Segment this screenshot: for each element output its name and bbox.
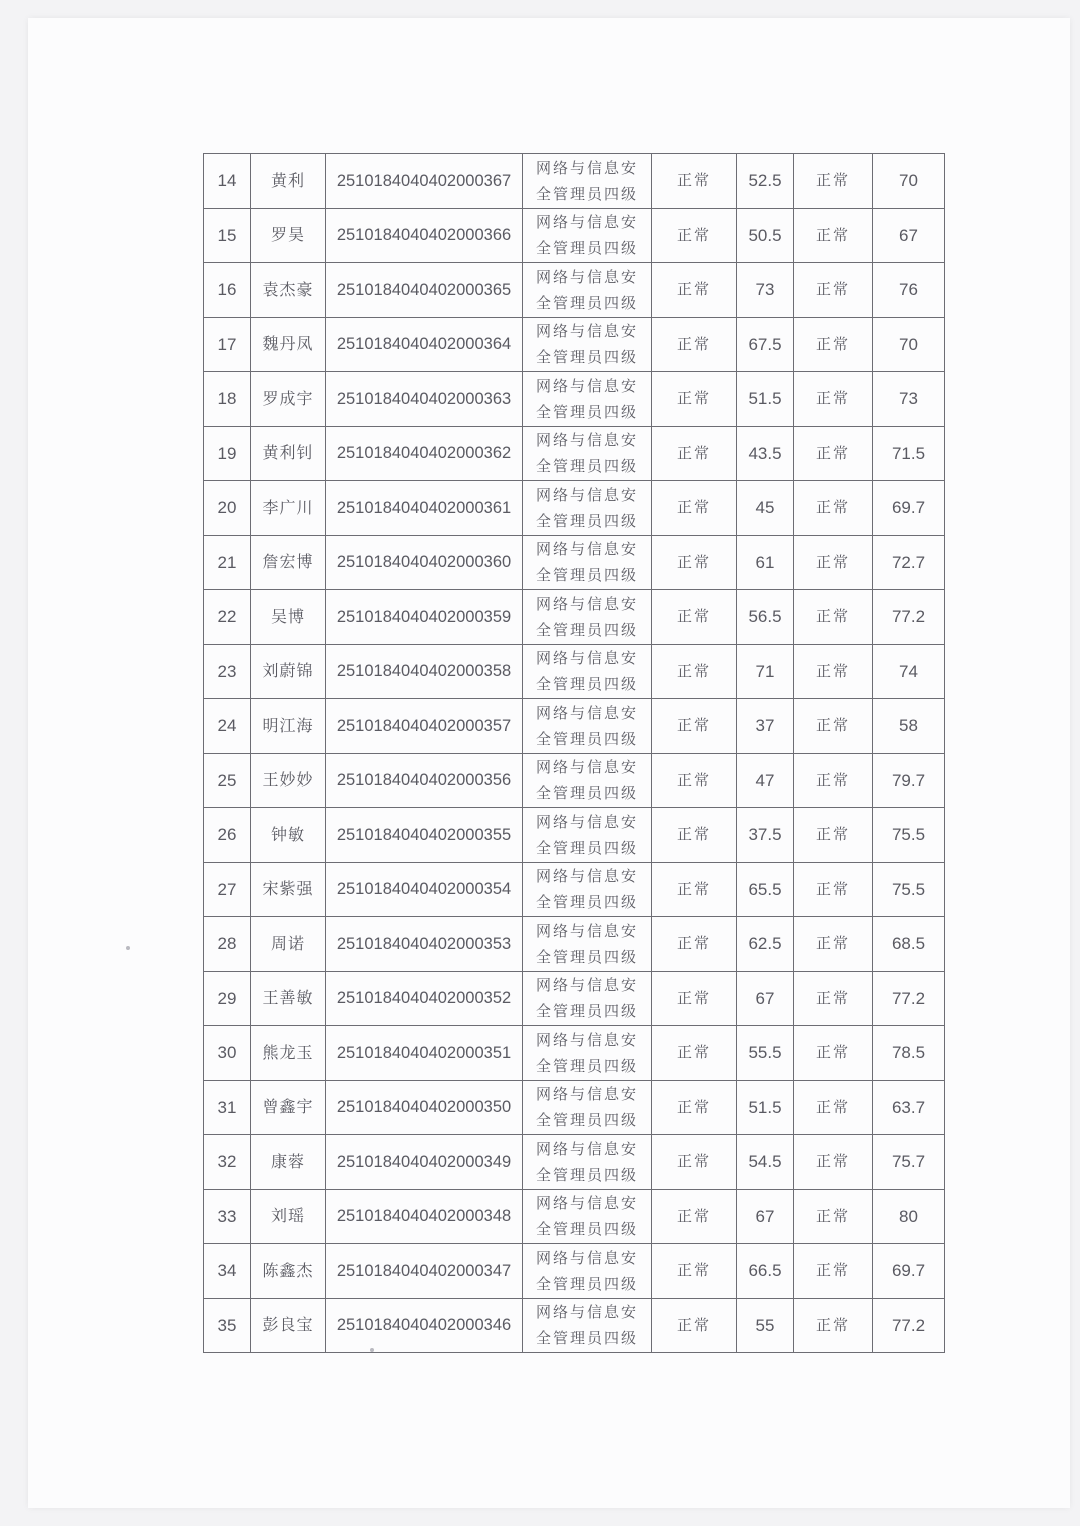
score-cell-2: 71.5 <box>873 426 945 481</box>
score-cell-1: 52.5 <box>737 154 794 209</box>
occupation-cell <box>523 1244 652 1299</box>
ticket-id-cell: 2510184040402000360 <box>326 535 523 590</box>
occupation-cell <box>523 1026 652 1081</box>
table-row <box>204 1244 945 1299</box>
name-cell: 罗昊 <box>251 208 326 263</box>
ticket-id-cell: 2510184040402000364 <box>326 317 523 372</box>
status-cell-1: 正常 <box>652 535 737 590</box>
score-cell-1: 55.5 <box>737 1026 794 1081</box>
table-row <box>204 481 945 536</box>
status-cell-2: 正常 <box>794 263 873 318</box>
table-row <box>204 208 945 263</box>
occupation-line-1: 网络与信息安 <box>535 322 638 341</box>
score-cell-2: 69.7 <box>873 481 945 536</box>
ticket-id-cell: 2510184040402000351 <box>326 1026 523 1081</box>
table-row <box>204 862 945 917</box>
occupation-line-2: 全管理员四级 <box>535 402 638 421</box>
name-cell: 吴博 <box>251 590 326 645</box>
occupation-cell <box>523 535 652 590</box>
scan-speck <box>126 946 130 950</box>
seq-cell: 25 <box>204 753 251 808</box>
status-cell-2: 正常 <box>794 208 873 263</box>
score-cell-2: 75.5 <box>873 862 945 917</box>
occupation-line-1: 网络与信息安 <box>535 1194 638 1213</box>
occupation-line-2: 全管理员四级 <box>535 511 638 530</box>
occupation-line-1: 网络与信息安 <box>535 1139 638 1158</box>
status-cell-2: 正常 <box>794 808 873 863</box>
ticket-id-cell: 2510184040402000350 <box>326 1080 523 1135</box>
seq-cell: 28 <box>204 917 251 972</box>
score-cell-1: 71 <box>737 644 794 699</box>
name-cell: 詹宏博 <box>251 535 326 590</box>
score-cell-2: 70 <box>873 317 945 372</box>
status-cell-1: 正常 <box>652 426 737 481</box>
occupation-line-2: 全管理员四级 <box>535 184 638 203</box>
table-row <box>204 372 945 427</box>
occupation-line-2: 全管理员四级 <box>535 620 638 639</box>
occupation-line-1: 网络与信息安 <box>535 540 638 559</box>
occupation-line-1: 网络与信息安 <box>535 921 638 940</box>
status-cell-2: 正常 <box>794 1080 873 1135</box>
score-cell-2: 74 <box>873 644 945 699</box>
table-row <box>204 535 945 590</box>
occupation-line-2: 全管理员四级 <box>535 239 638 258</box>
name-cell: 刘蔚锦 <box>251 644 326 699</box>
seq-cell: 14 <box>204 154 251 209</box>
seq-cell: 15 <box>204 208 251 263</box>
status-cell-1: 正常 <box>652 862 737 917</box>
occupation-line-1: 网络与信息安 <box>535 1030 638 1049</box>
seq-cell: 23 <box>204 644 251 699</box>
name-cell: 熊龙玉 <box>251 1026 326 1081</box>
status-cell-1: 正常 <box>652 917 737 972</box>
ticket-id-cell: 2510184040402000359 <box>326 590 523 645</box>
occupation-line-1: 网络与信息安 <box>535 1248 638 1267</box>
occupation-line-2: 全管理员四级 <box>535 1329 638 1348</box>
score-cell-2: 70 <box>873 154 945 209</box>
score-cell-1: 50.5 <box>737 208 794 263</box>
occupation-line-1: 网络与信息安 <box>535 1303 638 1322</box>
status-cell-2: 正常 <box>794 590 873 645</box>
score-cell-2: 63.7 <box>873 1080 945 1135</box>
occupation-line-1: 网络与信息安 <box>535 703 638 722</box>
name-cell: 周诺 <box>251 917 326 972</box>
score-cell-1: 65.5 <box>737 862 794 917</box>
occupation-line-2: 全管理员四级 <box>535 893 638 912</box>
table-row <box>204 808 945 863</box>
seq-cell: 16 <box>204 263 251 318</box>
score-cell-2: 77.2 <box>873 1298 945 1353</box>
name-cell: 罗成宇 <box>251 372 326 427</box>
occupation-cell <box>523 154 652 209</box>
occupation-line-1: 网络与信息安 <box>535 213 638 232</box>
table-row <box>204 1298 945 1353</box>
seq-cell: 29 <box>204 971 251 1026</box>
status-cell-1: 正常 <box>652 208 737 263</box>
occupation-line-2: 全管理员四级 <box>535 348 638 367</box>
seq-cell: 32 <box>204 1135 251 1190</box>
ticket-id-cell: 2510184040402000357 <box>326 699 523 754</box>
status-cell-1: 正常 <box>652 481 737 536</box>
occupation-line-2: 全管理员四级 <box>535 1165 638 1184</box>
name-cell: 袁杰豪 <box>251 263 326 318</box>
name-cell: 刘瑶 <box>251 1189 326 1244</box>
status-cell-2: 正常 <box>794 372 873 427</box>
status-cell-2: 正常 <box>794 862 873 917</box>
status-cell-1: 正常 <box>652 753 737 808</box>
score-cell-2: 80 <box>873 1189 945 1244</box>
occupation-line-1: 网络与信息安 <box>535 267 638 286</box>
name-cell: 李广川 <box>251 481 326 536</box>
status-cell-1: 正常 <box>652 590 737 645</box>
seq-cell: 31 <box>204 1080 251 1135</box>
occupation-line-2: 全管理员四级 <box>535 1220 638 1239</box>
status-cell-2: 正常 <box>794 644 873 699</box>
ticket-id-cell: 2510184040402000346 <box>326 1298 523 1353</box>
occupation-line-2: 全管理员四级 <box>535 729 638 748</box>
ticket-id-cell: 2510184040402000363 <box>326 372 523 427</box>
occupation-cell <box>523 1189 652 1244</box>
status-cell-1: 正常 <box>652 372 737 427</box>
score-cell-2: 77.2 <box>873 971 945 1026</box>
occupation-line-1: 网络与信息安 <box>535 376 638 395</box>
table-row <box>204 426 945 481</box>
score-cell-2: 73 <box>873 372 945 427</box>
occupation-cell <box>523 753 652 808</box>
name-cell: 彭良宝 <box>251 1298 326 1353</box>
score-cell-1: 47 <box>737 753 794 808</box>
table-row <box>204 154 945 209</box>
seq-cell: 27 <box>204 862 251 917</box>
table-row <box>204 1135 945 1190</box>
score-cell-1: 67 <box>737 1189 794 1244</box>
occupation-line-1: 网络与信息安 <box>535 867 638 886</box>
table-row <box>204 971 945 1026</box>
occupation-cell <box>523 699 652 754</box>
table-row <box>204 1189 945 1244</box>
status-cell-2: 正常 <box>794 1244 873 1299</box>
status-cell-2: 正常 <box>794 917 873 972</box>
score-cell-1: 37.5 <box>737 808 794 863</box>
score-cell-2: 68.5 <box>873 917 945 972</box>
occupation-line-1: 网络与信息安 <box>535 431 638 450</box>
occupation-line-1: 网络与信息安 <box>535 594 638 613</box>
ticket-id-cell: 2510184040402000354 <box>326 862 523 917</box>
ticket-id-cell: 2510184040402000358 <box>326 644 523 699</box>
score-cell-1: 73 <box>737 263 794 318</box>
table-row <box>204 317 945 372</box>
status-cell-1: 正常 <box>652 971 737 1026</box>
status-cell-2: 正常 <box>794 1026 873 1081</box>
occupation-cell <box>523 590 652 645</box>
name-cell: 明江海 <box>251 699 326 754</box>
name-cell: 魏丹凤 <box>251 317 326 372</box>
seq-cell: 21 <box>204 535 251 590</box>
seq-cell: 30 <box>204 1026 251 1081</box>
seq-cell: 34 <box>204 1244 251 1299</box>
score-cell-1: 43.5 <box>737 426 794 481</box>
status-cell-1: 正常 <box>652 154 737 209</box>
ticket-id-cell: 2510184040402000361 <box>326 481 523 536</box>
seq-cell: 20 <box>204 481 251 536</box>
occupation-line-2: 全管理员四级 <box>535 784 638 803</box>
seq-cell: 18 <box>204 372 251 427</box>
occupation-line-1: 网络与信息安 <box>535 976 638 995</box>
occupation-cell <box>523 1135 652 1190</box>
name-cell: 黄利 <box>251 154 326 209</box>
occupation-line-1: 网络与信息安 <box>535 812 638 831</box>
status-cell-1: 正常 <box>652 317 737 372</box>
occupation-cell <box>523 644 652 699</box>
occupation-line-1: 网络与信息安 <box>535 758 638 777</box>
status-cell-1: 正常 <box>652 699 737 754</box>
name-cell: 黄利钊 <box>251 426 326 481</box>
seq-cell: 22 <box>204 590 251 645</box>
score-cell-2: 78.5 <box>873 1026 945 1081</box>
score-cell-2: 58 <box>873 699 945 754</box>
score-cell-2: 69.7 <box>873 1244 945 1299</box>
name-cell: 陈鑫杰 <box>251 1244 326 1299</box>
ticket-id-cell: 2510184040402000353 <box>326 917 523 972</box>
status-cell-1: 正常 <box>652 1189 737 1244</box>
table-row <box>204 917 945 972</box>
table-row <box>204 644 945 699</box>
status-cell-2: 正常 <box>794 753 873 808</box>
status-cell-2: 正常 <box>794 426 873 481</box>
status-cell-1: 正常 <box>652 644 737 699</box>
score-cell-1: 45 <box>737 481 794 536</box>
score-cell-1: 37 <box>737 699 794 754</box>
seq-cell: 35 <box>204 1298 251 1353</box>
status-cell-1: 正常 <box>652 1026 737 1081</box>
occupation-cell <box>523 917 652 972</box>
occupation-cell <box>523 426 652 481</box>
status-cell-1: 正常 <box>652 1244 737 1299</box>
occupation-line-2: 全管理员四级 <box>535 1111 638 1130</box>
table-row <box>204 1026 945 1081</box>
score-cell-1: 67.5 <box>737 317 794 372</box>
score-cell-2: 76 <box>873 263 945 318</box>
seq-cell: 17 <box>204 317 251 372</box>
occupation-cell <box>523 1080 652 1135</box>
ticket-id-cell: 2510184040402000347 <box>326 1244 523 1299</box>
status-cell-1: 正常 <box>652 1298 737 1353</box>
occupation-line-2: 全管理员四级 <box>535 1056 638 1075</box>
occupation-line-1: 网络与信息安 <box>535 1085 638 1104</box>
seq-cell: 24 <box>204 699 251 754</box>
seq-cell: 26 <box>204 808 251 863</box>
occupation-line-2: 全管理员四级 <box>535 947 638 966</box>
score-cell-2: 77.2 <box>873 590 945 645</box>
ticket-id-cell: 2510184040402000355 <box>326 808 523 863</box>
score-cell-1: 54.5 <box>737 1135 794 1190</box>
status-cell-2: 正常 <box>794 481 873 536</box>
occupation-line-1: 网络与信息安 <box>535 158 638 177</box>
ticket-id-cell: 2510184040402000349 <box>326 1135 523 1190</box>
status-cell-2: 正常 <box>794 1135 873 1190</box>
name-cell: 宋紫强 <box>251 862 326 917</box>
score-cell-1: 61 <box>737 535 794 590</box>
seq-cell: 19 <box>204 426 251 481</box>
occupation-cell <box>523 971 652 1026</box>
score-cell-1: 55 <box>737 1298 794 1353</box>
ticket-id-cell: 2510184040402000367 <box>326 154 523 209</box>
occupation-cell <box>523 1298 652 1353</box>
name-cell: 曾鑫宇 <box>251 1080 326 1135</box>
table-row <box>204 753 945 808</box>
ticket-id-cell: 2510184040402000356 <box>326 753 523 808</box>
occupation-line-2: 全管理员四级 <box>535 293 638 312</box>
score-table <box>203 153 945 1353</box>
score-cell-1: 51.5 <box>737 372 794 427</box>
status-cell-1: 正常 <box>652 1135 737 1190</box>
status-cell-2: 正常 <box>794 1298 873 1353</box>
occupation-line-2: 全管理员四级 <box>535 838 638 857</box>
status-cell-2: 正常 <box>794 154 873 209</box>
status-cell-2: 正常 <box>794 699 873 754</box>
score-cell-1: 51.5 <box>737 1080 794 1135</box>
occupation-cell <box>523 372 652 427</box>
ticket-id-cell: 2510184040402000365 <box>326 263 523 318</box>
occupation-cell <box>523 862 652 917</box>
name-cell: 王善敏 <box>251 971 326 1026</box>
occupation-line-1: 网络与信息安 <box>535 649 638 668</box>
score-cell-1: 66.5 <box>737 1244 794 1299</box>
ticket-id-cell: 2510184040402000366 <box>326 208 523 263</box>
name-cell: 康蓉 <box>251 1135 326 1190</box>
ticket-id-cell: 2510184040402000362 <box>326 426 523 481</box>
status-cell-2: 正常 <box>794 535 873 590</box>
status-cell-1: 正常 <box>652 808 737 863</box>
name-cell: 王妙妙 <box>251 753 326 808</box>
occupation-cell <box>523 481 652 536</box>
status-cell-1: 正常 <box>652 263 737 318</box>
occupation-line-1: 网络与信息安 <box>535 485 638 504</box>
score-cell-2: 75.7 <box>873 1135 945 1190</box>
status-cell-1: 正常 <box>652 1080 737 1135</box>
table-row <box>204 590 945 645</box>
seq-cell: 33 <box>204 1189 251 1244</box>
table-row <box>204 699 945 754</box>
occupation-line-2: 全管理员四级 <box>535 1002 638 1021</box>
status-cell-2: 正常 <box>794 971 873 1026</box>
status-cell-2: 正常 <box>794 1189 873 1244</box>
occupation-cell <box>523 317 652 372</box>
score-cell-2: 72.7 <box>873 535 945 590</box>
score-cell-1: 67 <box>737 971 794 1026</box>
score-cell-2: 79.7 <box>873 753 945 808</box>
name-cell: 钟敏 <box>251 808 326 863</box>
occupation-cell <box>523 208 652 263</box>
score-cell-2: 75.5 <box>873 808 945 863</box>
table-row <box>204 263 945 318</box>
occupation-cell <box>523 263 652 318</box>
ticket-id-cell: 2510184040402000352 <box>326 971 523 1026</box>
occupation-line-2: 全管理员四级 <box>535 675 638 694</box>
score-cell-2: 67 <box>873 208 945 263</box>
score-cell-1: 56.5 <box>737 590 794 645</box>
ticket-id-cell: 2510184040402000348 <box>326 1189 523 1244</box>
score-cell-1: 62.5 <box>737 917 794 972</box>
table-row <box>204 1080 945 1135</box>
occupation-cell <box>523 808 652 863</box>
occupation-line-2: 全管理员四级 <box>535 457 638 476</box>
occupation-line-2: 全管理员四级 <box>535 1274 638 1293</box>
table-body <box>204 154 945 1353</box>
status-cell-2: 正常 <box>794 317 873 372</box>
occupation-line-2: 全管理员四级 <box>535 566 638 585</box>
